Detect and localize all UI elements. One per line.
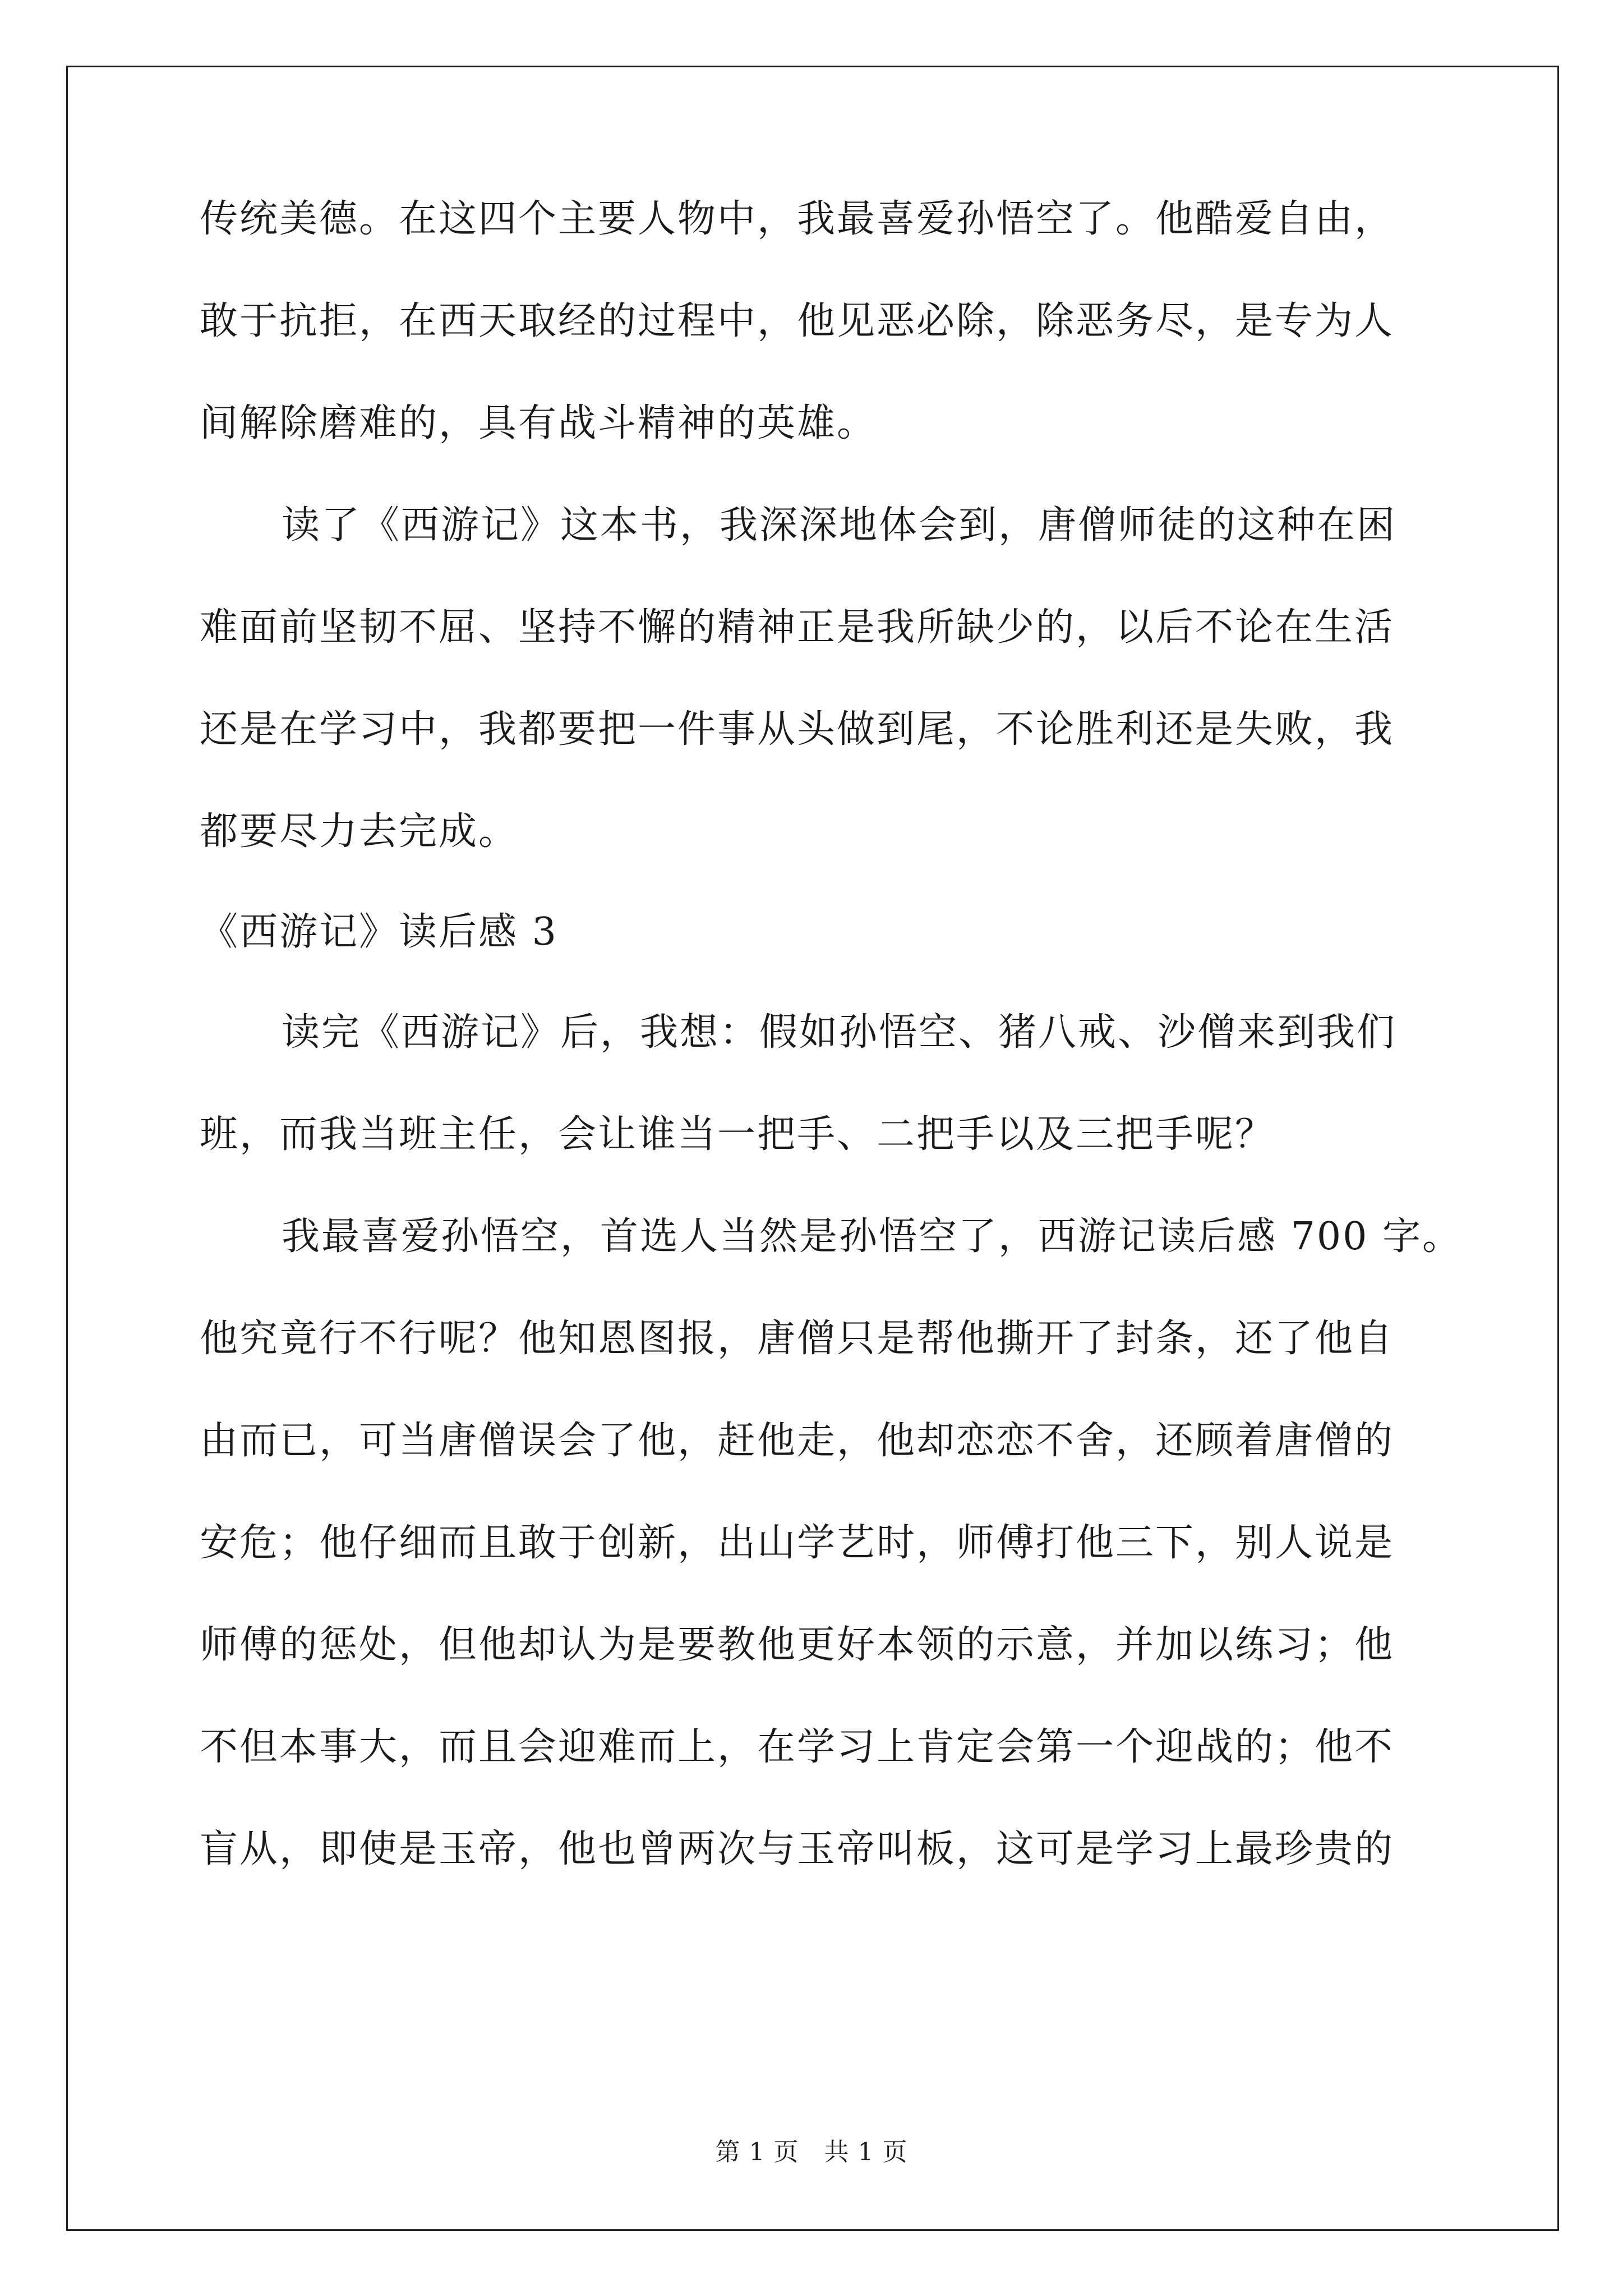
text-line: 安危；他仔细而且敢于创新，出山学艺时，师傅打他三下，别人说是 [200,1521,1395,1565]
text-line: 不但本事大，而且会迎难而上，在学习上肯定会第一个迎战的；他不 [200,1725,1395,1769]
text-line: 难面前坚韧不屈、坚持不懈的精神正是我所缺少的，以后不论在生活 [200,605,1395,650]
text-line: 他究竟行不行呢？他知恩图报，唐僧只是帮他撕开了封条，还了他自 [200,1317,1395,1361]
paragraph-start-line: 读了《西游记》这本书，我深深地体会到，唐僧师徒的这种在困 [282,503,1397,547]
section-heading: 《西游记》读后感 3 [200,910,558,954]
text-line: 间解除磨难的，具有战斗精神的英雄。 [200,401,877,445]
text-line: 还是在学习中，我都要把一件事从头做到尾，不论胜利还是失败，我 [200,707,1395,752]
page-footer [0,2132,1623,2168]
text-line: 传统美德。在这四个主要人物中，我最喜爱孙悟空了。他酷爱自由， [200,197,1395,241]
text-line: 敢于抗拒，在西天取经的过程中，他见恶必除，除恶务尽，是专为人 [200,299,1395,343]
paragraph-start-line: 我最喜爱孙悟空，首选人当然是孙悟空了，西游记读后感 700 字。 [282,1214,1463,1259]
text-line: 师傅的惩处，但他却认为是要教他更好本领的示意，并加以练习；他 [200,1623,1395,1667]
text-line: 由而已，可当唐僧误会了他，赶他走，他却恋恋不舍，还顾着唐僧的 [200,1419,1395,1463]
page-number: 第 1 页 共 1 页 [715,2138,908,2166]
document-body [200,168,1463,1901]
text-line: 班，而我当班主任，会让谁当一把手、二把手以及三把手呢？ [200,1112,1275,1157]
paragraph-start-line: 读完《西游记》后，我想：假如孙悟空、猪八戒、沙僧来到我们 [282,1010,1397,1055]
text-line: 都要尽力去完成。 [200,809,519,854]
text-line: 盲从，即使是玉帝，他也曾两次与玉帝叫板，这可是学习上最珍贵的 [200,1827,1395,1871]
